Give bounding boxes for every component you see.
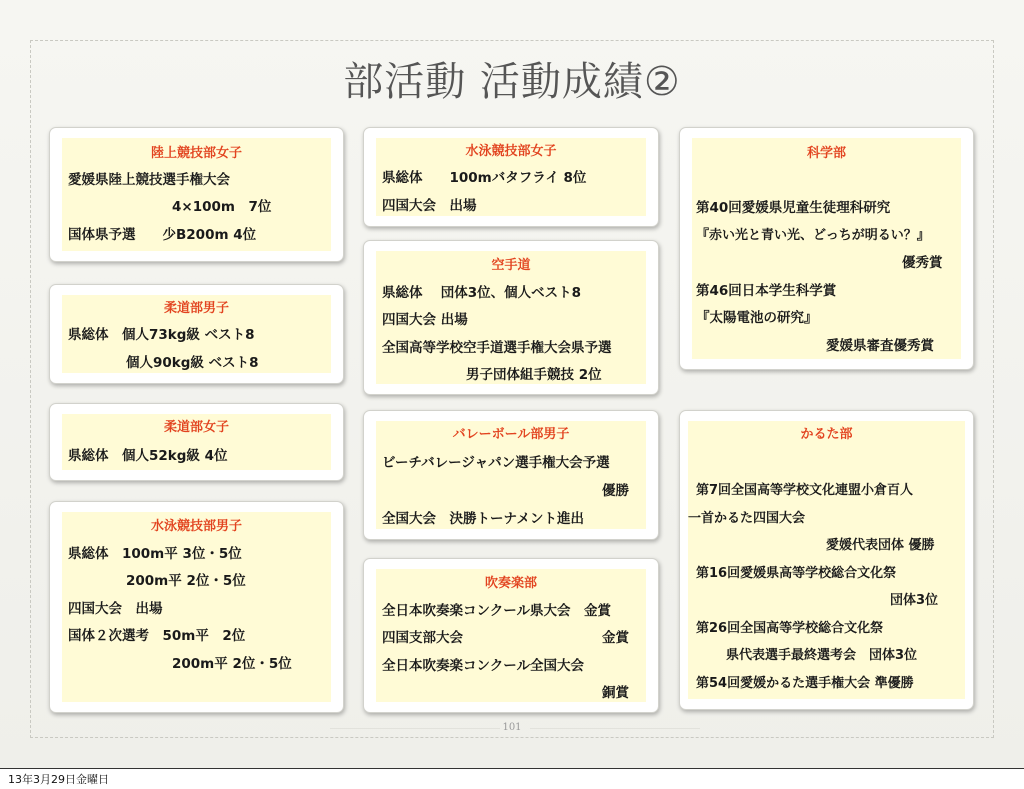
card-line: 県総体 団体3位、個人ベスト8 xyxy=(382,285,581,301)
slide-title: 部活動 活動成績② xyxy=(343,59,681,105)
card-line: 優秀賞 xyxy=(902,255,943,271)
card-judo-boys xyxy=(49,284,344,384)
card-title: 水泳競技部女子 xyxy=(465,144,557,159)
card-line: 全日本吹奏楽コンクール全国大会 xyxy=(382,658,584,674)
card-line: 四国支部大会 xyxy=(382,630,463,646)
card-inner xyxy=(692,138,961,359)
card-title: 空手道 xyxy=(491,258,531,273)
card-line: 200m平 2位・5位 xyxy=(126,573,246,589)
card-line: 愛媛県陸上競技選手権大会 xyxy=(68,172,230,188)
card-volleyball xyxy=(363,410,659,540)
card-line: 愛媛県審査優秀賞 xyxy=(826,338,934,354)
card-line: 県総体 100mバタフライ 8位 xyxy=(382,170,587,186)
card-line: 愛媛代表団体 優勝 xyxy=(826,538,935,553)
card-line: 『赤い光と青い光、どっちが明るい？』 xyxy=(696,228,930,243)
card-inner xyxy=(62,414,331,470)
card-title: バレーボール部男子 xyxy=(452,427,570,442)
card-title: 吹奏楽部 xyxy=(484,576,537,591)
card-line: ビーチバレージャパン選手権大会予選 xyxy=(382,455,610,471)
card-line: 国体２次選考 50m平 2位 xyxy=(68,628,246,644)
card-karate xyxy=(363,240,659,395)
card-title: 柔道部女子 xyxy=(163,420,229,435)
card-line: 第54回愛媛かるた選手権大会 準優勝 xyxy=(696,676,914,691)
card-inner xyxy=(376,138,646,216)
card-line: 第26回全国高等学校総合文化祭 xyxy=(696,621,884,636)
footer-bar xyxy=(0,768,1024,789)
card-karuta xyxy=(679,410,974,710)
card-title: かるた部 xyxy=(800,427,853,442)
card-inner xyxy=(62,295,331,373)
card-line: 男子団体組手競技 2位 xyxy=(466,367,602,383)
footer-date: 13年3月29日金曜日 xyxy=(8,773,109,786)
card-line: 4×100m 7位 xyxy=(172,199,272,215)
card-inner xyxy=(376,569,646,702)
card-line: 銅賞 xyxy=(602,685,629,701)
card-line: 四国大会 出場 xyxy=(382,198,477,214)
card-line: 金賞 xyxy=(602,630,629,646)
card-swim-girls xyxy=(363,127,659,227)
card-science xyxy=(679,127,974,370)
card-line: 優勝 xyxy=(602,483,629,499)
card-line: 第7回全国高等学校文化連盟小倉百人 xyxy=(696,483,914,498)
card-line: 全日本吹奏楽コンクール県大会 金賞 xyxy=(382,603,611,619)
card-line: 第16回愛媛県高等学校総合文化祭 xyxy=(696,566,897,581)
card-line: 全国大会 決勝トーナメント進出 xyxy=(382,511,584,527)
card-line: 第40回愛媛県児童生徒理科研究 xyxy=(696,200,891,216)
card-line: 県代表選手最終選考会 団体3位 xyxy=(726,648,918,663)
card-title: 水泳競技部男子 xyxy=(150,519,242,534)
card-band xyxy=(363,558,659,713)
card-inner xyxy=(62,138,331,251)
card-line: 一首かるた四国大会 xyxy=(688,511,806,526)
card-title: 科学部 xyxy=(806,146,846,161)
card-line: 国体県予選 少B200m 4位 xyxy=(68,227,257,243)
card-line: 全国高等学校空手道選手権大会県予選 xyxy=(382,340,612,356)
card-inner xyxy=(376,251,646,384)
card-line: 第46回日本学生科学賞 xyxy=(696,283,837,299)
card-line: 県総体 100m平 3位・5位 xyxy=(68,546,242,562)
card-line: 四国大会 出場 xyxy=(68,601,163,617)
card-line: 四国大会 出場 xyxy=(382,312,468,328)
card-line: 県総体 個人52kg級 4位 xyxy=(68,448,228,464)
card-title: 陸上競技部女子 xyxy=(150,146,242,161)
card-inner xyxy=(688,421,965,699)
card-judo-girls xyxy=(49,403,344,481)
card-track-girls xyxy=(49,127,344,262)
card-line: 200m平 2位・5位 xyxy=(172,656,292,672)
card-line: 個人90kg級 ベスト8 xyxy=(126,355,259,371)
card-line: 県総体 個人73kg級 ベスト8 xyxy=(68,327,255,343)
card-inner xyxy=(62,512,331,702)
page-number: 101 xyxy=(502,722,522,733)
card-title: 柔道部男子 xyxy=(163,301,229,316)
card-line: 団体3位 xyxy=(890,593,939,608)
card-line: 『太陽電池の研究』 xyxy=(696,310,818,326)
card-swim-boys xyxy=(49,501,344,713)
card-inner xyxy=(376,421,646,529)
